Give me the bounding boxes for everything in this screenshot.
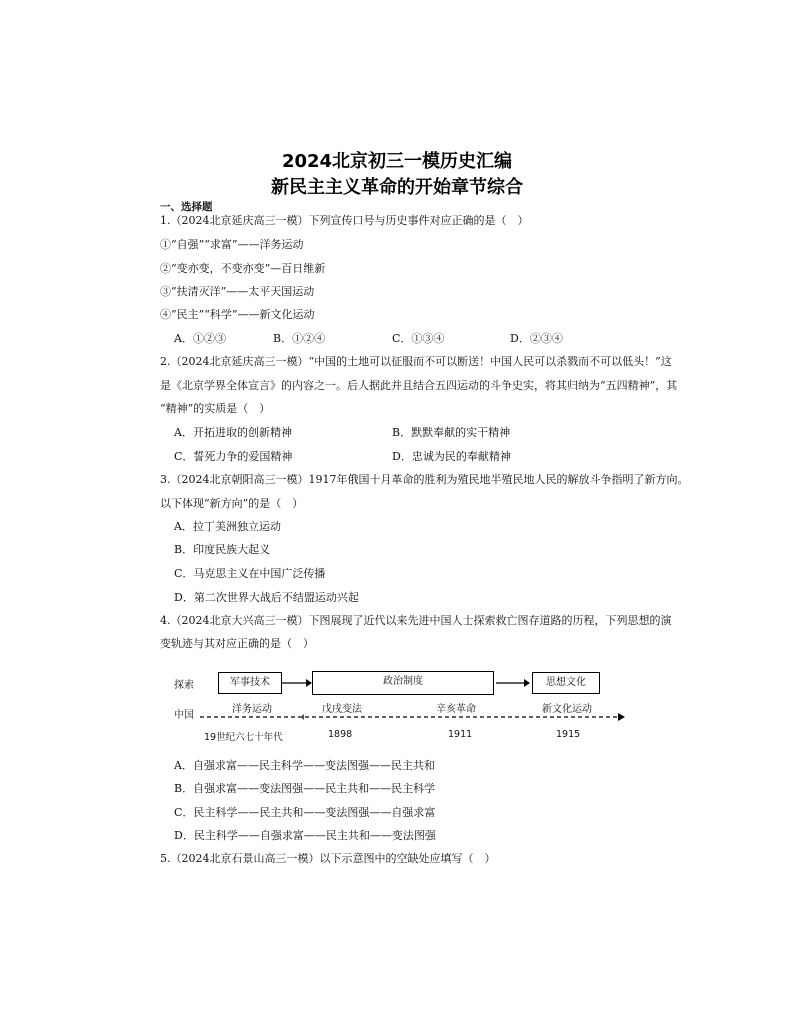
question-2-option-c: C．誓死力争的爱国精神 xyxy=(174,450,293,463)
explore-label: 探索 xyxy=(174,680,194,691)
question-2-option-d: D．忠诚为民的奉献精神 xyxy=(392,450,511,463)
year-1911: 1911 xyxy=(448,729,473,740)
question-2-stem-line-3: “精神”的实质是（ ） xyxy=(160,402,271,415)
question-1-option-d: D．②③④ xyxy=(510,332,563,345)
question-1-stem: 1.（2024北京延庆高三一模）下列宣传口号与历史事件对应正确的是（ ） xyxy=(160,214,529,227)
question-1-item-4: ④“民主”“科学”——新文化运动 xyxy=(160,308,315,321)
question-1-item-2: ②“变亦变，不变亦变”—百日维新 xyxy=(160,262,326,275)
question-4-stem-line-1: 4.（2024北京大兴高三一模）下图展现了近代以来先进中国人士探索救亡图存道路的历程，下列思想的演 xyxy=(160,614,672,627)
event-new-culture: 新文化运动 xyxy=(542,704,592,715)
question-1-item-3: ③“扶清灭洋”——太平天国运动 xyxy=(160,285,315,298)
year-1915: 1915 xyxy=(556,729,581,740)
year-1860s: 19世纪六七十年代 xyxy=(204,732,283,743)
box-military-tech: 军事技术 xyxy=(218,672,282,694)
question-3-option-d: D．第二次世界大战后不结盟运动兴起 xyxy=(174,591,359,604)
question-4-option-a: A．自强求富——民主科学——变法图强——民主共和 xyxy=(174,759,435,772)
document-subtitle: 新民主主义革命的开始章节综合 xyxy=(271,177,523,198)
question-3-option-a: A．拉丁美洲独立运动 xyxy=(174,520,281,533)
question-4-stem-line-2: 变轨迹与其对应正确的是（ ） xyxy=(160,637,314,650)
event-xinhai-revolution: 辛亥革命 xyxy=(436,704,476,715)
box-political-system: 政治制度 xyxy=(312,671,494,695)
question-2-option-b: B．默默奉献的实干精神 xyxy=(392,426,511,439)
question-4-option-d: D．民主科学——自强求富——民主共和——变法图强 xyxy=(174,829,436,842)
question-3-stem-line-1: 3.（2024北京朝阳高三一模）1917年俄国十月革命的胜利为殖民地半殖民地人民的解放斗争指明了新方向。 xyxy=(160,473,689,486)
question-1-option-a: A．①②③ xyxy=(174,332,226,345)
china-label: 中国 xyxy=(174,710,194,721)
question-2-option-a: A．开拓进取的创新精神 xyxy=(174,426,292,439)
question-1-option-b: B．①②④ xyxy=(273,332,326,345)
question-1-option-c: C．①③④ xyxy=(392,332,445,345)
document-title: 2024北京初三一模历史汇编 xyxy=(281,151,513,172)
box-ideology-culture: 思想文化 xyxy=(532,672,600,694)
event-westernization: 洋务运动 xyxy=(232,704,272,715)
question-3-option-c: C．马克思主义在中国广泛传播 xyxy=(174,567,326,580)
section-heading: 一、选择题 xyxy=(160,201,213,213)
event-reform-1898: 戊戌变法 xyxy=(322,704,362,715)
question-1-item-1: ①“自强”“求富”——洋务运动 xyxy=(160,238,304,251)
question-4-option-b: B．自强求富——变法图强——民主共和——民主科学 xyxy=(174,782,436,795)
question-3-option-b: B．印度民族大起义 xyxy=(174,543,271,556)
timeline-diagram xyxy=(170,668,630,746)
year-1898: 1898 xyxy=(328,729,353,740)
question-5-stem: 5.（2024北京石景山高三一模）以下示意图中的空缺处应填写（ ） xyxy=(160,852,496,865)
question-2-stem-line-1: 2.（2024北京延庆高三一模）“中国的土地可以征服而不可以断送！中国人民可以杀戮而不可以低头！”这 xyxy=(160,355,672,368)
question-2-stem-line-2: 是《北京学界全体宣言》的内容之一。后人据此并且结合五四运动的斗争史实，将其归纳为“五四精神”，其 xyxy=(160,379,678,392)
question-3-stem-line-2: 以下体现“新方向”的是（ ） xyxy=(160,497,304,510)
question-4-option-c: C．民主科学——民主共和——变法图强——自强求富 xyxy=(174,806,436,819)
